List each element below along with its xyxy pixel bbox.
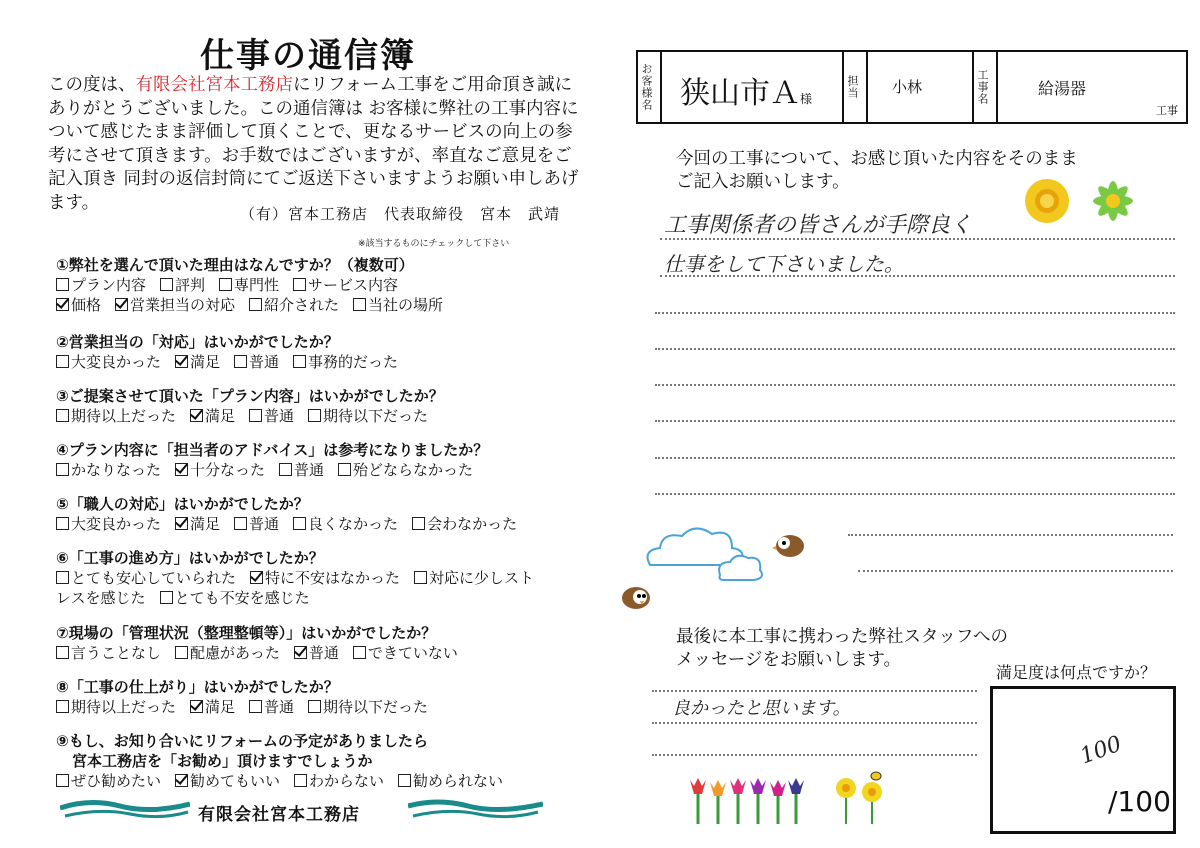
- option[interactable]: [249, 405, 294, 426]
- checked-checkbox[interactable]: [190, 700, 203, 713]
- checked-checkbox[interactable]: [115, 298, 128, 311]
- question-text: ⑧「工事の仕上がり」はいかがでしたか？: [56, 678, 339, 696]
- option[interactable]: [115, 294, 235, 315]
- staff-name: 小林: [892, 78, 923, 96]
- checkbox[interactable]: [56, 517, 69, 530]
- checked-checkbox[interactable]: [175, 463, 188, 476]
- option-row: [56, 770, 517, 790]
- green-flower-icon: [1088, 176, 1138, 226]
- option[interactable]: [56, 405, 176, 426]
- customer-value: 狭山市Ａ: [680, 76, 800, 111]
- option-label: 普通: [264, 698, 295, 716]
- option-row: [56, 642, 472, 662]
- option-label: 普通: [294, 461, 325, 479]
- option-row: [56, 274, 457, 294]
- option[interactable]: [414, 567, 534, 588]
- question-1: [56, 254, 457, 314]
- checkbox[interactable]: [56, 278, 69, 291]
- comment-prompt: 今回の工事について、お感じ頂いた内容をそのまま ご記入お願いします。: [676, 149, 1078, 192]
- tulips-icon: [686, 772, 808, 826]
- daisies-icon: [832, 770, 888, 826]
- bird-icon: [618, 580, 654, 612]
- work-name: 給湯器: [1038, 79, 1087, 98]
- option[interactable]: [338, 459, 473, 480]
- checkbox[interactable]: [234, 517, 247, 530]
- check-note: ※該当するものにチェックして下さい: [358, 239, 510, 249]
- intro-part: にリフォーム工事をご用命頂き誠にありがとうございました。この通信簿は お客様に弊社の工事内容について感じたまま評価して頂くことで、更なるサービスの向上の参考にさせて頂きます。お手数ではございますが、率直なご意見をご記入頂き 同封の返信封筒にてご返送下さいますようお願い申しあげます。: [48, 75, 579, 213]
- checkbox[interactable]: [249, 700, 262, 713]
- option-label: 当社の場所: [368, 296, 444, 314]
- checked-checkbox[interactable]: [175, 774, 188, 787]
- option[interactable]: [56, 567, 236, 588]
- option[interactable]: [175, 351, 220, 372]
- message-line: [652, 754, 977, 756]
- option[interactable]: [279, 459, 324, 480]
- option-label: 期待以下だった: [323, 407, 429, 425]
- option[interactable]: [56, 770, 161, 791]
- option-label: 会わなかった: [427, 515, 518, 533]
- question-3: [56, 385, 444, 425]
- option-label: 価格: [71, 296, 102, 314]
- question-text: ⑥「工事の進め方」はいかがでしたか？: [56, 549, 324, 567]
- comment-line: [655, 457, 1175, 459]
- message-prompt: 最後に本工事に携わった弊社スタッフへの メッセージをお願いします。: [676, 627, 1008, 670]
- option[interactable]: [249, 294, 339, 315]
- option-row: [56, 513, 531, 533]
- work-cell: [998, 52, 1186, 122]
- option-label: 対応に少しスト: [429, 569, 535, 587]
- option[interactable]: [56, 351, 161, 372]
- question-6: [56, 547, 548, 607]
- option-label: 営業担当の対応: [130, 296, 236, 314]
- comment-handwritten-1: 工事関係者の皆さんが手際良く: [664, 213, 973, 238]
- option-row: [56, 294, 457, 314]
- option-row: [56, 351, 412, 371]
- checkbox[interactable]: [294, 774, 307, 787]
- option-label: プラン内容: [71, 276, 147, 294]
- option-row: [56, 567, 548, 587]
- intro-text: [48, 74, 588, 215]
- cloud-icon: [640, 520, 770, 585]
- option-label: 専門性: [234, 276, 280, 294]
- option-label: 普通: [308, 644, 339, 662]
- option-label: 殆どならなかった: [353, 461, 474, 479]
- option[interactable]: [175, 642, 280, 663]
- intro-part: この度は、: [48, 75, 136, 95]
- comment-line: [655, 420, 1175, 422]
- work-suffix: 工事: [1156, 104, 1178, 117]
- work-label-cell: [974, 52, 998, 122]
- checkbox[interactable]: [56, 700, 69, 713]
- checkbox[interactable]: [56, 571, 69, 584]
- checkbox[interactable]: [279, 463, 292, 476]
- question-text: ④プラン内容に「担当者のアドバイス」は参考になりましたか？: [56, 441, 489, 459]
- option[interactable]: [175, 459, 265, 480]
- checkbox[interactable]: [249, 298, 262, 311]
- option[interactable]: [293, 513, 398, 534]
- question-text: ⑤「職人の対応」はいかがでしたか？: [56, 495, 309, 513]
- customer-label-cell: [638, 52, 662, 122]
- checked-checkbox[interactable]: [294, 646, 307, 659]
- option[interactable]: [308, 405, 428, 426]
- question-text: ②営業担当の「対応」はいかがでしたか？: [56, 333, 339, 351]
- option[interactable]: [412, 513, 517, 534]
- option-label: 配慮があった: [190, 644, 280, 662]
- customer-name: [680, 68, 812, 112]
- option[interactable]: [56, 696, 176, 717]
- option-label: できていない: [367, 644, 458, 662]
- customer-cell: [662, 52, 844, 122]
- question-7: [56, 622, 472, 662]
- comment-line: [848, 534, 1173, 536]
- option[interactable]: [56, 294, 101, 315]
- checkbox[interactable]: [293, 355, 306, 368]
- checkbox[interactable]: [56, 646, 69, 659]
- checkbox[interactable]: [308, 409, 321, 422]
- question-text: 宮本工務店を「お勧め」頂けますでしょうか: [72, 752, 373, 770]
- option[interactable]: [175, 513, 220, 534]
- checked-checkbox[interactable]: [250, 571, 263, 584]
- option[interactable]: [160, 274, 205, 295]
- option-label: 普通: [249, 515, 280, 533]
- checkbox[interactable]: [56, 409, 69, 422]
- option-label: とても安心していられた: [71, 569, 237, 587]
- checked-checkbox[interactable]: [175, 355, 188, 368]
- option[interactable]: [353, 294, 443, 315]
- option-label: ぜひ勧めたい: [71, 772, 162, 790]
- signer: （有）宮本工務店 代表取締役 宮本 武靖: [240, 205, 561, 223]
- option-label: 言うことなし: [71, 644, 162, 662]
- option[interactable]: [234, 351, 279, 372]
- option-label: 大変良かった: [71, 515, 162, 533]
- option-label: サービス内容: [308, 276, 399, 294]
- checkbox[interactable]: [412, 517, 425, 530]
- option[interactable]: [234, 513, 279, 534]
- option[interactable]: [294, 770, 384, 791]
- checkbox[interactable]: [353, 298, 366, 311]
- question-text: ⑨もし、お知り合いにリフォームの予定がありましたら: [56, 732, 428, 750]
- option-label: 紹介された: [264, 296, 340, 314]
- checkbox[interactable]: [414, 571, 427, 584]
- option[interactable]: [56, 459, 161, 480]
- checkbox[interactable]: [338, 463, 351, 476]
- option-label: 十分なった: [190, 461, 266, 479]
- checkbox[interactable]: [56, 774, 69, 787]
- option[interactable]: [294, 642, 339, 663]
- checkbox[interactable]: [293, 278, 306, 291]
- option-label: 期待以下だった: [323, 698, 429, 716]
- yellow-flower-icon: [1022, 176, 1072, 226]
- checkbox[interactable]: [398, 774, 411, 787]
- option-label: 期待以上だった: [71, 698, 177, 716]
- checkbox[interactable]: [293, 517, 306, 530]
- option-row: [56, 459, 488, 479]
- footer-wave-left: [60, 796, 190, 826]
- option-label: とても不安を感じた: [174, 589, 310, 607]
- checkbox[interactable]: [56, 463, 69, 476]
- question-text: ①弊社を選んで頂いた理由はなんですか？（複数可）: [56, 256, 414, 274]
- option-label: 勧められない: [413, 772, 504, 790]
- option[interactable]: [190, 405, 235, 426]
- option[interactable]: [56, 642, 161, 663]
- option-label: わからない: [309, 772, 385, 790]
- checkbox[interactable]: [234, 355, 247, 368]
- option-row: [56, 587, 548, 607]
- option[interactable]: [175, 770, 280, 791]
- message-handwritten: 良かったと思います。: [672, 698, 851, 719]
- option-label: 勧めてもいい: [190, 772, 281, 790]
- comment-line: [655, 493, 1175, 495]
- option-label: 満足: [205, 698, 236, 716]
- option-label: 普通: [249, 353, 280, 371]
- question-2: [56, 331, 412, 371]
- checkbox[interactable]: [308, 700, 321, 713]
- question-text: ③ご提案させて頂いた「プラン内容」はいかがでしたか？: [56, 387, 444, 405]
- option[interactable]: [250, 567, 400, 588]
- score-handwritten: 100: [1076, 731, 1126, 770]
- score-denominator: /100: [1108, 785, 1171, 818]
- checked-checkbox[interactable]: [190, 409, 203, 422]
- option[interactable]: [190, 696, 235, 717]
- checkbox[interactable]: [160, 591, 173, 604]
- option-label: 評判: [175, 276, 206, 294]
- header-table: [636, 50, 1188, 124]
- option[interactable]: [56, 274, 146, 295]
- option-label: 良くなかった: [308, 515, 399, 533]
- work-label: 工事名: [976, 69, 989, 105]
- comment-handwritten-2: 仕事をして下さいました。: [664, 252, 904, 276]
- comment-line: [655, 312, 1175, 314]
- staff-label: 担当: [846, 75, 859, 99]
- option-label: かなりなった: [71, 461, 162, 479]
- satisfaction-label: 満足度は何点ですか？: [996, 663, 1157, 682]
- option-label: 普通: [264, 407, 295, 425]
- option-label: 事務的だった: [308, 353, 399, 371]
- option[interactable]: [293, 351, 398, 372]
- footer-company: 有限会社宮本工務店: [198, 805, 360, 825]
- option[interactable]: [308, 696, 428, 717]
- footer-wave-right: [408, 796, 543, 826]
- checkbox[interactable]: [56, 355, 69, 368]
- checkbox[interactable]: [219, 278, 232, 291]
- question-5: [56, 493, 531, 533]
- checked-checkbox[interactable]: [56, 298, 69, 311]
- option-label: 満足: [190, 515, 221, 533]
- option-label: レスを感じた: [56, 589, 146, 607]
- message-line: [652, 722, 977, 724]
- message-line: [652, 690, 977, 692]
- option[interactable]: [398, 770, 503, 791]
- page-title: 仕事の通信簿: [200, 36, 416, 76]
- comment-line: [655, 348, 1175, 350]
- bird-icon: [772, 528, 808, 560]
- question-8: [56, 676, 442, 716]
- question-text: ⑦現場の「管理状況（整理整頓等）」はいかがでしたか？: [56, 624, 437, 642]
- checkbox[interactable]: [175, 646, 188, 659]
- checked-checkbox[interactable]: [175, 517, 188, 530]
- option-label: 期待以上だった: [71, 407, 177, 425]
- option[interactable]: [353, 642, 458, 663]
- comment-line: [655, 384, 1175, 386]
- option[interactable]: [249, 696, 294, 717]
- checkbox[interactable]: [160, 278, 173, 291]
- checkbox[interactable]: [249, 409, 262, 422]
- staff-cell: [868, 52, 974, 122]
- customer-label: お客様名: [640, 63, 653, 111]
- option[interactable]: [56, 513, 161, 534]
- option-label: 満足: [205, 407, 236, 425]
- customer-suffix: 様: [800, 92, 813, 106]
- option[interactable]: [219, 274, 279, 295]
- option-label: 満足: [190, 353, 221, 371]
- option-label: 特に不安はなかった: [265, 569, 401, 587]
- option-label: 大変良かった: [71, 353, 162, 371]
- intro-company: 有限会社宮本工務店: [135, 75, 293, 95]
- question-9: [56, 730, 517, 790]
- option[interactable]: [160, 587, 310, 608]
- option-row: [56, 696, 442, 716]
- staff-label-cell: [844, 52, 868, 122]
- option[interactable]: [56, 587, 146, 608]
- option[interactable]: [293, 274, 398, 295]
- question-4: [56, 439, 488, 479]
- comment-line: [858, 570, 1173, 572]
- checkbox[interactable]: [353, 646, 366, 659]
- option-row: [56, 405, 444, 425]
